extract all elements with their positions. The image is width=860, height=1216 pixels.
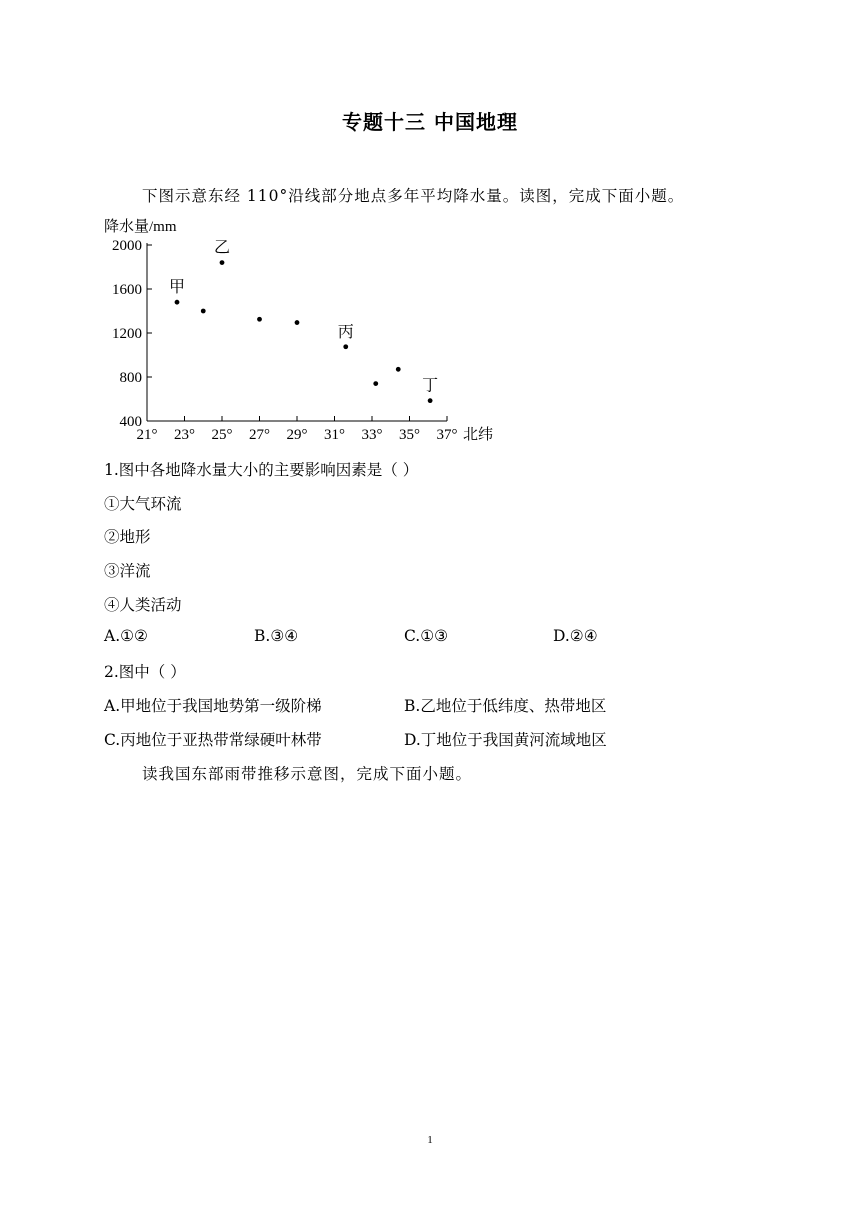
question-2-option-c: C.丙地位于亚热带常绿硬叶林带 [104, 731, 322, 749]
point-label: 乙 [213, 239, 231, 257]
question-1-option-a: A.①② [104, 627, 148, 645]
question-1-item-2: ②地形 [104, 528, 151, 546]
x-tick-label: 35° [399, 427, 420, 443]
data-points [169, 240, 438, 403]
y-tick-label: 800 [119, 370, 142, 386]
question-1-option-b: B.③④ [254, 627, 299, 645]
y-ticks [112, 238, 152, 430]
data-point [220, 260, 225, 265]
question-1-item-3: ③洋流 [104, 562, 151, 580]
data-point [373, 381, 378, 386]
y-tick-label: 1200 [112, 326, 142, 342]
question-2-option-b: B.乙地位于低纬度、热带地区 [404, 697, 607, 715]
data-point [295, 320, 300, 325]
data-point [175, 300, 180, 305]
question-2-stem: 2.图中（ ） [104, 663, 186, 681]
question-1-item-1: ①大气环流 [104, 495, 182, 513]
x-tick-label: 23° [174, 427, 195, 443]
data-point [257, 317, 262, 322]
point-label: 甲 [168, 279, 186, 297]
question-1-option-c: C.①③ [404, 627, 449, 645]
y-tick-label: 1600 [112, 282, 142, 298]
y-tick-label: 400 [119, 414, 142, 430]
question-1-item-4: ④人类活动 [104, 596, 182, 614]
y-axis-label: 降水量/mm [104, 219, 177, 235]
data-point [201, 309, 206, 314]
x-tick-label: 29° [286, 427, 308, 443]
x-tick-label: 27° [249, 427, 270, 443]
question-2-option-a: A.甲地位于我国地势第一级阶梯 [104, 697, 322, 715]
point-label: 丙 [337, 323, 354, 341]
intro-paragraph: 下图示意东经 110°沿线部分地点多年平均降水量。读图，完成下面小题。 [142, 187, 685, 205]
question-2-option-d: D.丁地位于我国黄河流域地区 [404, 731, 607, 749]
data-point [396, 367, 401, 372]
x-axis-label: 北纬 [463, 427, 494, 443]
y-tick-label: 2000 [112, 238, 142, 254]
x-ticks [137, 416, 458, 443]
x-tick-label: 21° [136, 427, 158, 443]
page-number: 1 [427, 1134, 433, 1146]
data-point [428, 398, 433, 403]
precipitation-scatter-chart [100, 212, 520, 448]
question-1-option-d: D.②④ [553, 627, 598, 645]
x-tick-label: 33° [361, 427, 383, 443]
page-title: 专题十三 中国地理 [342, 110, 518, 134]
data-point [343, 344, 348, 349]
point-label: 丁 [422, 377, 439, 395]
x-tick-label: 31° [324, 427, 345, 443]
question-1-stem: 1.图中各地降水量大小的主要影响因素是（ ） [104, 461, 419, 479]
x-tick-label: 37° [436, 427, 458, 443]
outro-paragraph: 读我国东部雨带推移示意图，完成下面小题。 [142, 765, 473, 783]
x-tick-label: 25° [211, 427, 233, 443]
